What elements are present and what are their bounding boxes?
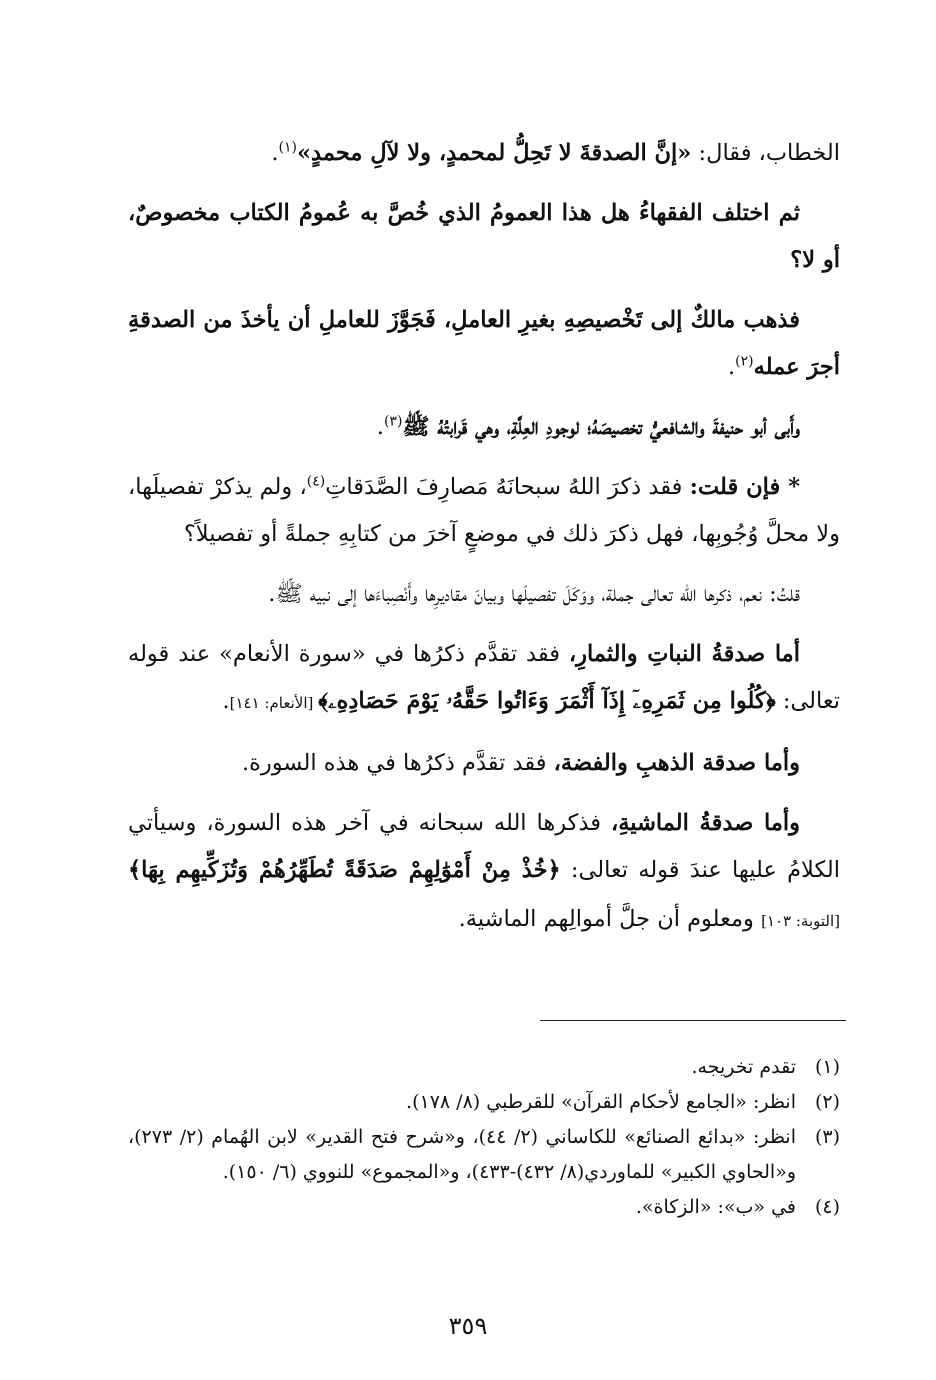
- footnote-1: (١) تقدم تخريجه.: [691, 1056, 840, 1078]
- footnote-3: (٣) انظر: «بدائع الصنائع» للكاساني (٢/ ٤٤)، و«شرح فتح القدير» لابن الهُمام (٢/ ٢٧٣)، و«الحاوي الكبير» للماوردي(٨/ ٤٣٢)-٤٣٣)، و«المجموع» للنووي (٦/ ١٥٠).: [128, 1126, 840, 1183]
- verse-reference: [التوبة: ١٠٣]: [761, 912, 840, 930]
- page-number: ٣٥٩: [448, 1312, 488, 1340]
- paragraph-9: وأما صدقةُ الماشيةِ، فذكرها الله سبحانه في آخر هذه السورة، وسيأتي الكلامُ عليها عندَ قوله تعالى: ﴿خُذْ مِنْ أَمْوَٰلِهِمْ صَدَقَةً تُطَهِّرُهُمْ وَتُزَكِّيهِم بِهَا﴾ [التوبة: ١٠٣] ومعلوم أن جلَّ أموالِهم الماشية.: [128, 810, 840, 932]
- footnote-ref-4[interactable]: (٤): [306, 473, 326, 490]
- hadith-quote: «إنَّ الصدقةَ لا تَحِلُّ لمحمدٍ، ولا لآلِ محمدٍ»: [296, 140, 692, 166]
- main-text: [128, 130, 840, 958]
- quran-verse-anam: ﴿كُلُوا مِن ثَمَرِهِۦٓ إِذَآ أَثْمَرَ وَءَاتُوا حَقَّهُۥ يَوْمَ حَصَادِهِۦ﴾: [318, 688, 776, 714]
- paragraph-2: ثم اختلف الفقهاءُ هل هذا العمومُ الذي خُصَّ به عُمومُ الكتاب مخصوصٌ، أو لا؟: [128, 200, 840, 273]
- verse-reference: [الأنعام: ١٤١]: [229, 694, 319, 712]
- question-label: * فإن قلت:: [689, 474, 800, 500]
- paragraph-3: فذهب مالكٌ إلى تَخْصيصِهِ بغيرِ العاملِ، فَجَوَّزَ للعاملِ أن يأخذَ من الصدقةِ أجرَ عمله$^{(٢)}$.: [128, 307, 840, 380]
- footnotes: [128, 1050, 840, 1225]
- quran-verse-tawba: ﴿خُذْ مِنْ أَمْوَٰلِهِمْ صَدَقَةً تُطَهِّرُهُمْ وَتُزَكِّيهِم بِهَا﴾: [128, 857, 561, 883]
- paragraph-7: أما صدقةُ النباتِ والثمارِ، فقد تقدَّم ذكرُها في «سورة الأنعام» عند قوله تعالى: ﴿كُلُوا مِن ثَمَرِهِۦٓ إِذَآ أَثْمَرَ وَءَاتُوا حَقَّهُۥ يَوْمَ حَصَادِهِۦ﴾ [الأنعام: ١٤١].: [128, 641, 840, 714]
- footnote-ref-2[interactable]: (٢): [735, 353, 754, 370]
- footnote-ref-1[interactable]: (١): [278, 139, 297, 156]
- paragraph-5: * فإن قلت: فقد ذكرَ اللهُ سبحانَهُ مَصارِفَ الصَّدَقاتِ$^{(٤)}$، ولم يذكرْ تفصيلَها، ولا محلَّ وُجُوبِها، فهل ذكرَ ذلك في موضعٍ آخرَ من كتابِهِ جملةً أو تفصيلاً؟: [128, 473, 840, 547]
- footnote-ref-3[interactable]: (٣): [383, 413, 403, 430]
- paragraph-4: وأَبى أبو حنيفةَ والشافعيُّ تخصيصَهُ؛ لوجودِ العِلَّةِ، وهي قَرابتُهُ ﷺ$^{(٣)}$.: [376, 413, 800, 440]
- footnote-4: (٤) في «ب»: «الزكاة».: [635, 1196, 840, 1218]
- footnote-2: (٢) انظر: «الجامع لأحكام القرآن» للقرطبي (٨/ ١٧٨).: [406, 1091, 840, 1113]
- paragraph-6: قلتُ: نعم، ذكرها الله تعالى جملة، ووَكَلَ تفصيلَها وبيانَ مقاديرِها وأَنْصِباءَها إلى نبيه ﷺ.: [268, 581, 800, 607]
- paragraph-8: وأما صدقة الذهبِ والفضة، فقد تقدَّم ذكرُها في هذه السورة.: [241, 750, 800, 776]
- paragraph-1: الخطاب، فقال: «إنَّ الصدقةَ لا تَحِلُّ لمحمدٍ، ولا لآلِ محمدٍ»$^{(١)}$.: [271, 139, 840, 166]
- footnote-separator: [540, 1020, 846, 1021]
